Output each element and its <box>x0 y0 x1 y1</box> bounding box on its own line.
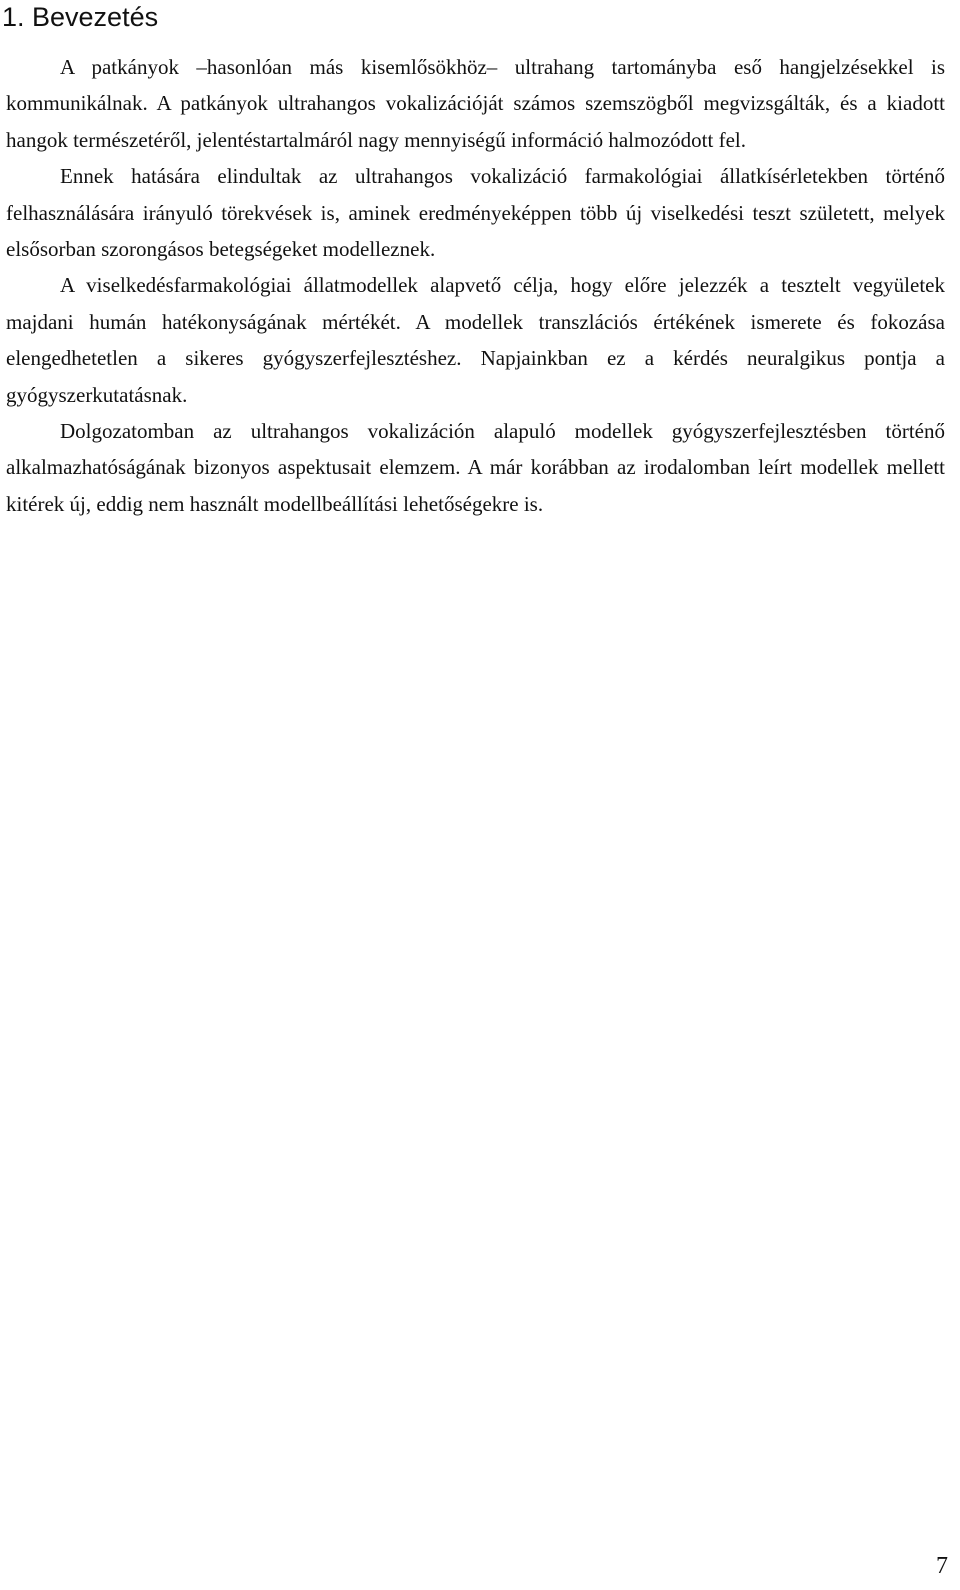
body-text <box>6 49 945 522</box>
page-number: 7 <box>936 1553 948 1579</box>
paragraph-models-goal: A viselkedésfarmakológiai állatmodellek alapvető célja, hogy előre jelezzék a tesztelt vegyületek majdani humán hatékonyságának mértékét. A modellek transzlációs értékének ismerete és fokozása elengedhetetlen a sikeres gyógyszerfejlesztéshez. Napjainkban ez a kérdés neuralgikus pontja a gyógyszerkutatásnak. <box>6 273 945 407</box>
paragraph-pharmacology: Ennek hatására elindultak az ultrahangos vokalizáció farmakológiai állatkísérletekben történő felhasználására irányuló törekvések is, aminek eredményeképpen több új viselkedési teszt született, melyek elsősorban szorongásos betegségeket modelleznek. <box>6 164 945 262</box>
section-heading: 1. Bevezetés <box>2 2 159 32</box>
paragraph-intro: A patkányok –hasonlóan más kisemlősökhöz– ultrahang tartományba eső hangjelzésekkel is kommunikálnak. A patkányok ultrahangos vokalizációját számos szemszögből megvizsgálták, és a kiadott hangok természetéről, jelentéstartalmáról nagy mennyiségű információ halmozódott fel. <box>6 55 945 152</box>
paragraph-thesis-aim: Dolgozatomban az ultrahangos vokalizáción alapuló modellek gyógyszerfejlesztésben történő alkalmazhatóságának bizonyos aspektusait elemzem. A már korábban az irodalomban leírt modellek mellett kitérek új, eddig nem használt modellbeállítási lehetőségekre is. <box>6 419 945 516</box>
